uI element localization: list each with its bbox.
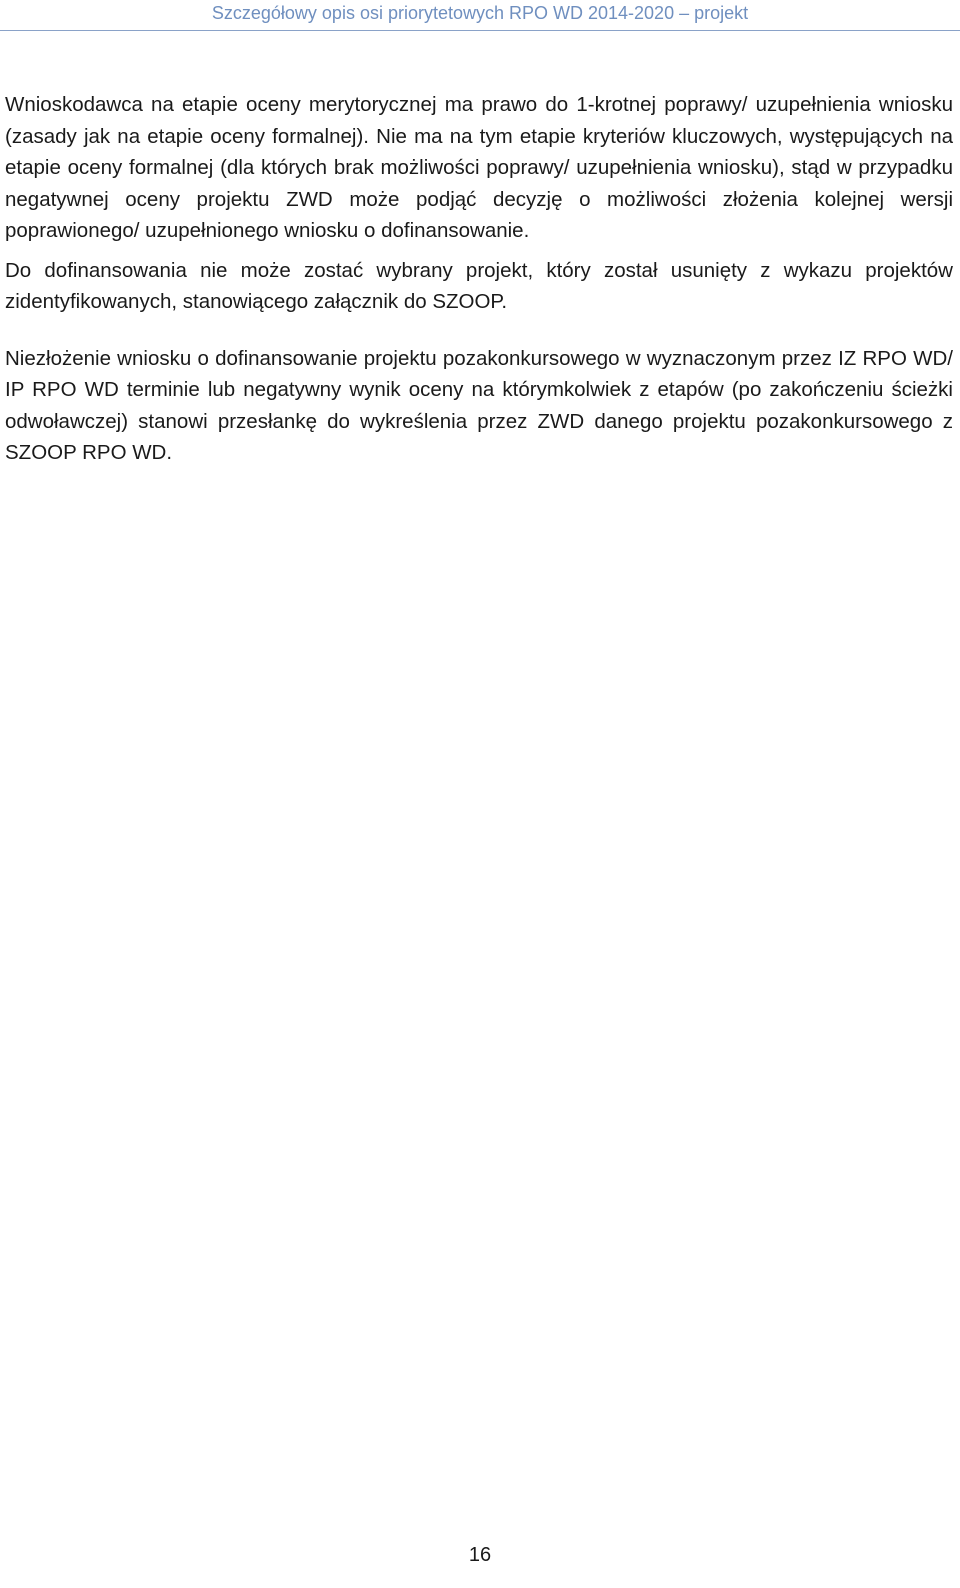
page-number: 16 — [468, 1544, 492, 1566]
paragraph-removed-projects: Do dofinansowania nie może zostać wybrany projekt, który został usunięty z wykazu projektów zidentyfikowanych, stanowiącego załącznik do SZOOP. — [5, 258, 953, 313]
document-body — [5, 89, 953, 469]
paragraph-correction-rights: Wnioskodawca na etapie oceny merytorycznej ma prawo do 1-krotnej poprawy/ uzupełnienia wniosku (zasady jak na etapie oceny formalnej). Nie ma na tym etapie kryteriów kluczowych, występujących na etapie oceny formalnej (dla których brak możliwości poprawy/ uzupełnienia wniosku), stąd w przypadku negatywnej oceny projektu ZWD może podjąć decyzję o możliwości złożenia kolejnej wersji poprawionego/ uzupełnionego wniosku o dofinansowanie. — [5, 93, 953, 242]
header-divider — [0, 30, 960, 31]
page-header — [0, 0, 960, 30]
paragraph-deletion-grounds: Niezłożenie wniosku o dofinansowanie projektu pozakonkursowego w wyznaczonym przez IZ RPO WD/ IP RPO WD terminie lub negatywny wynik oceny na którymkolwiek z etapów (po zakończeniu ścieżki odwoławczej) stanowi przesłankę do wykreślenia przez ZWD danego projektu pozakonkursowego z SZOOP RPO WD. — [5, 346, 953, 464]
header-title: Szczegółowy opis osi priorytetowych RPO WD 2014-2020 – projekt — [211, 3, 749, 23]
